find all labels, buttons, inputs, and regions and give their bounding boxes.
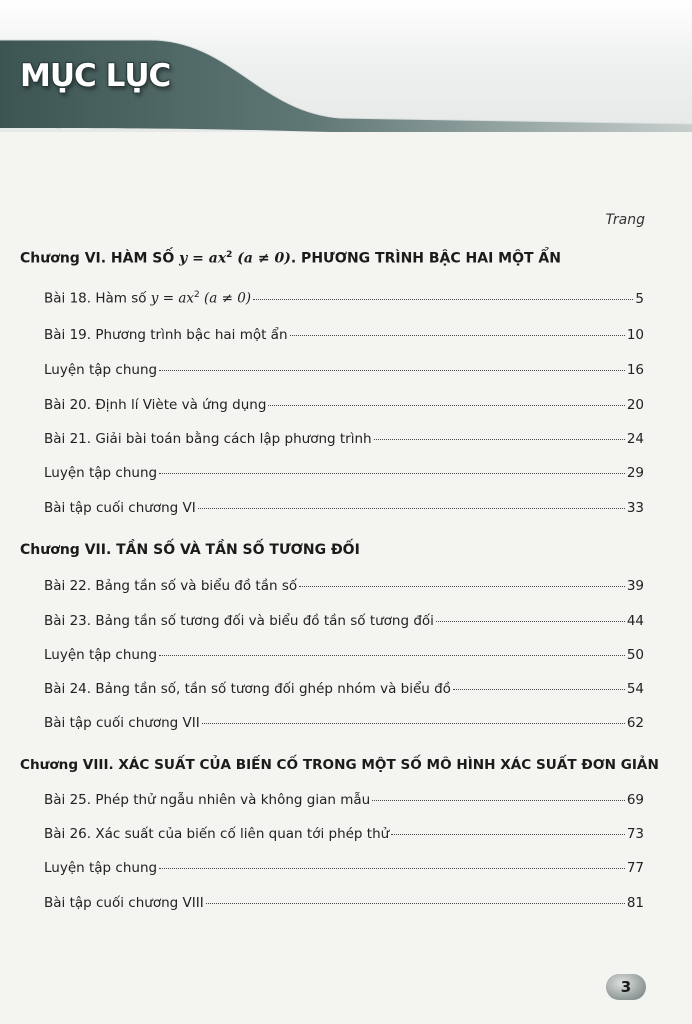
toc-entry-label: Bài 20. Định lí Viète và ứng dụng [44, 397, 267, 413]
toc-entry[interactable] [44, 895, 644, 917]
toc-entry-label: Luyện tập chung [44, 465, 158, 481]
dot-leader [159, 867, 625, 869]
chapter-heading-vi[interactable] [20, 250, 561, 267]
toc-entry-label: Bài 22. Bảng tần số và biểu đồ tần số [44, 578, 298, 594]
toc-entry-label: Bài 26. Xác suất của biến cố liên quan tới phép thử [44, 826, 390, 842]
dot-leader [253, 298, 633, 300]
toc-entry-page: 44 [626, 613, 644, 629]
toc-entry-page: 24 [626, 431, 644, 447]
toc-entry-label: Bài 21. Giải bài toán bằng cách lập phương trình [44, 431, 372, 447]
dot-leader [453, 688, 625, 690]
toc-entry[interactable] [44, 327, 644, 349]
chapter-heading-viii[interactable]: Chương VIII. XÁC SUẤT CỦA BIẾN CỐ TRONG MỘT SỐ MÔ HÌNH XÁC SUẤT ĐƠN GIẢN [20, 757, 659, 773]
chapter-label-prefix: Chương VI. HÀM SỐ [20, 250, 180, 267]
toc-entry[interactable] [44, 397, 644, 419]
toc-entry[interactable] [44, 362, 644, 384]
toc-entry-page: 29 [626, 465, 644, 481]
dot-leader [202, 722, 625, 724]
toc-entry[interactable] [44, 681, 644, 703]
page-title: MỤC LỤC [20, 58, 171, 94]
toc-entry-page: 77 [626, 860, 644, 876]
dot-leader [159, 369, 625, 371]
toc-entry-label: Bài tập cuối chương VII [44, 715, 200, 731]
toc-entry-label: Bài 23. Bảng tần số tương đối và biểu đồ tần số tương đối [44, 613, 434, 629]
toc-entry[interactable] [44, 431, 644, 453]
toc-entry[interactable] [44, 465, 644, 487]
toc-entry[interactable] [44, 860, 644, 882]
chapter-label-math2: (a ≠ 0) [232, 250, 291, 267]
chapter-heading-vii[interactable]: Chương VII. TẦN SỐ VÀ TẦN SỐ TƯƠNG ĐỐI [20, 542, 360, 558]
toc-entry-label-sup: 2 [193, 290, 200, 300]
dot-leader [372, 799, 625, 801]
toc-entry[interactable] [44, 578, 644, 600]
dot-leader [206, 902, 625, 904]
toc-entry-page: 33 [626, 500, 644, 516]
toc-entry-page: 69 [626, 792, 644, 808]
dot-leader [391, 833, 625, 835]
toc-entry-page: 73 [626, 826, 644, 842]
toc-entry-page: 50 [626, 647, 644, 663]
dot-leader [290, 334, 625, 336]
chapter-label-sup: 2 [226, 250, 233, 260]
toc-entry-label-math: y = ax [150, 290, 194, 307]
toc-entry[interactable] [44, 613, 644, 635]
toc-entry-page: 81 [626, 895, 644, 911]
toc-entry-label: Luyện tập chung [44, 860, 158, 876]
dot-leader [374, 438, 625, 440]
toc-entry-label: Bài 24. Bảng tần số, tần số tương đối ghép nhóm và biểu đồ [44, 681, 451, 697]
dot-leader [436, 620, 625, 622]
toc-entry-page: 20 [626, 397, 644, 413]
toc-entry[interactable] [44, 500, 644, 522]
page-column-label: Trang [605, 212, 645, 228]
toc-entry-label-math2: (a ≠ 0) [199, 290, 252, 307]
toc-entry-label: Bài tập cuối chương VI [44, 500, 196, 516]
toc-entry-label: Luyện tập chung [44, 362, 158, 378]
dot-leader [299, 585, 625, 587]
toc-entry[interactable] [44, 715, 644, 737]
toc-entry-page: 16 [626, 362, 644, 378]
dot-leader [159, 654, 625, 656]
toc-entry-label: Bài tập cuối chương VIII [44, 895, 204, 911]
toc-entry[interactable] [44, 647, 644, 669]
toc-entry-page: 54 [626, 681, 644, 697]
toc-entry[interactable] [44, 792, 644, 814]
toc-entry[interactable] [44, 826, 644, 848]
toc-entry-page: 62 [626, 715, 644, 731]
dot-leader [198, 507, 625, 509]
page-number-badge: 3 [606, 974, 646, 1000]
toc-entry-label: Bài 19. Phương trình bậc hai một ẩn [44, 327, 288, 343]
dot-leader [159, 472, 625, 474]
toc-entry-page: 5 [635, 290, 644, 307]
chapter-label-math: y = ax [179, 250, 227, 267]
dot-leader [268, 404, 624, 406]
toc-entry-label-prefix: Bài 18. Hàm số [44, 290, 151, 307]
toc-entry-label: Bài 25. Phép thử ngẫu nhiên và không gian mẫu [44, 792, 371, 808]
toc-entry[interactable] [44, 290, 644, 312]
toc-entry-page: 10 [626, 327, 644, 343]
toc-entry-label: Luyện tập chung [44, 647, 158, 663]
toc-entry-label [44, 290, 251, 307]
toc-entry-page: 39 [626, 578, 644, 594]
chapter-label-suffix: . PHƯƠNG TRÌNH BẬC HAI MỘT ẨN [290, 250, 561, 267]
